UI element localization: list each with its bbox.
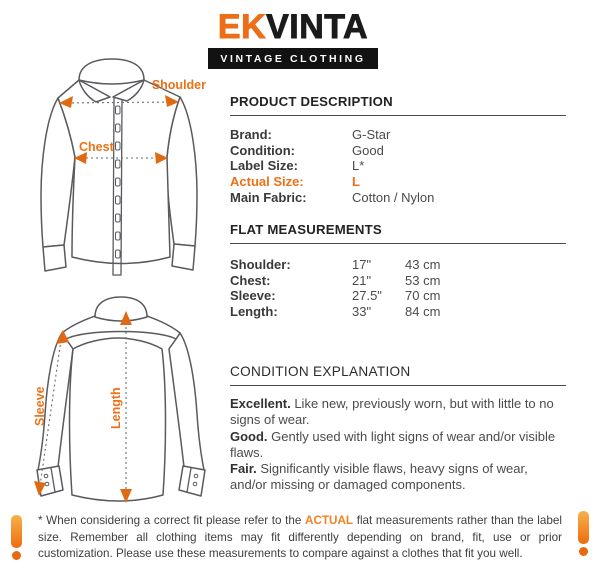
length-measure-label: Length: [109, 387, 123, 429]
spec-label: Condition:: [230, 142, 295, 158]
measurement-row-chest: [230, 273, 566, 289]
measurement-cm: 43 cm: [405, 257, 441, 272]
front-shirt-illustration: [18, 56, 220, 292]
spec-row-label-size: [230, 158, 566, 174]
warning-exclamation-icon: [10, 515, 22, 560]
measurement-row-shoulder: [230, 257, 566, 273]
measurement-label: Chest:: [230, 272, 271, 288]
condition-term: Excellent.: [230, 396, 291, 411]
measurement-label: Shoulder:: [230, 257, 291, 272]
flat-measurements-title: FLAT MEASUREMENTS: [230, 222, 566, 244]
measurement-row-length: [230, 304, 566, 320]
footnote-suffix: flat measurements rather than the label size. Remember all clothing items may fit differently depending on brand, fit, use or prior customization. Please use these measurements to compare against a clothes that fit you well.: [38, 514, 562, 560]
spec-value: Good: [352, 142, 384, 158]
back-shirt-illustration: [10, 292, 220, 508]
condition-term: Good.: [230, 428, 268, 444]
spec-row-main-fabric: [230, 190, 566, 206]
spec-label: Label Size:: [230, 158, 298, 174]
spec-value: L: [352, 174, 360, 190]
product-description-title: PRODUCT DESCRIPTION: [230, 94, 566, 116]
product-description-section: [230, 94, 566, 206]
spec-value: L*: [352, 158, 365, 174]
spec-label: Brand:: [230, 127, 272, 142]
sleeve-measure-label: Sleeve: [33, 386, 47, 426]
logo-tagline: VINTAGE CLOTHING: [208, 48, 377, 69]
measurement-inches: 27.5": [352, 288, 382, 303]
spec-label: Actual Size:: [230, 174, 304, 190]
measurement-cm: 53 cm: [405, 272, 441, 288]
shoulder-measure-label: Shoulder: [151, 78, 206, 92]
measurement-inches: 17": [352, 257, 372, 272]
spec-label: Main Fabric:: [230, 189, 307, 205]
condition-explanation-section: [230, 364, 566, 494]
measurement-label: Sleeve:: [230, 288, 276, 303]
condition-term: Fair.: [230, 461, 257, 477]
chest-measure-label: Chest: [79, 140, 114, 154]
condition-text: Significantly visible flaws, heavy signs of wear, and/or missing or damaged components.: [230, 461, 528, 493]
measurement-row-sleeve: [230, 288, 566, 304]
logo-wordmark: [0, 10, 586, 44]
fit-footnote: [38, 513, 562, 563]
flat-measurements-section: [230, 222, 566, 319]
footnote-prefix: * When considering a correct fit please refer to the: [38, 514, 306, 527]
spec-row-condition: [230, 143, 566, 159]
footnote-highlight: ACTUAL: [305, 514, 354, 527]
condition-text: Gently used with light signs of wear and/or visible flaws.: [230, 428, 556, 460]
spec-value: G-Star: [352, 127, 391, 142]
measurement-cm: 84 cm: [405, 303, 441, 319]
spec-row-brand: [230, 127, 566, 143]
spec-row-actual-size: [230, 174, 566, 190]
condition-explanation-title: CONDITION EXPLANATION: [230, 364, 566, 386]
measurement-cm: 70 cm: [405, 288, 441, 303]
measurement-label: Length:: [230, 303, 278, 319]
warning-exclamation-icon: [577, 511, 589, 556]
measurement-inches: 33": [352, 303, 372, 319]
logo-wordmark-accent: EK: [217, 8, 267, 46]
measurement-inches: 21": [352, 272, 372, 288]
logo-wordmark-rest: VINTA: [266, 8, 369, 46]
spec-value: Cotton / Nylon: [352, 189, 435, 205]
condition-text: Like new, previously worn, but with little to no signs of wear.: [230, 396, 554, 428]
condition-entry-excellent: [230, 396, 566, 494]
